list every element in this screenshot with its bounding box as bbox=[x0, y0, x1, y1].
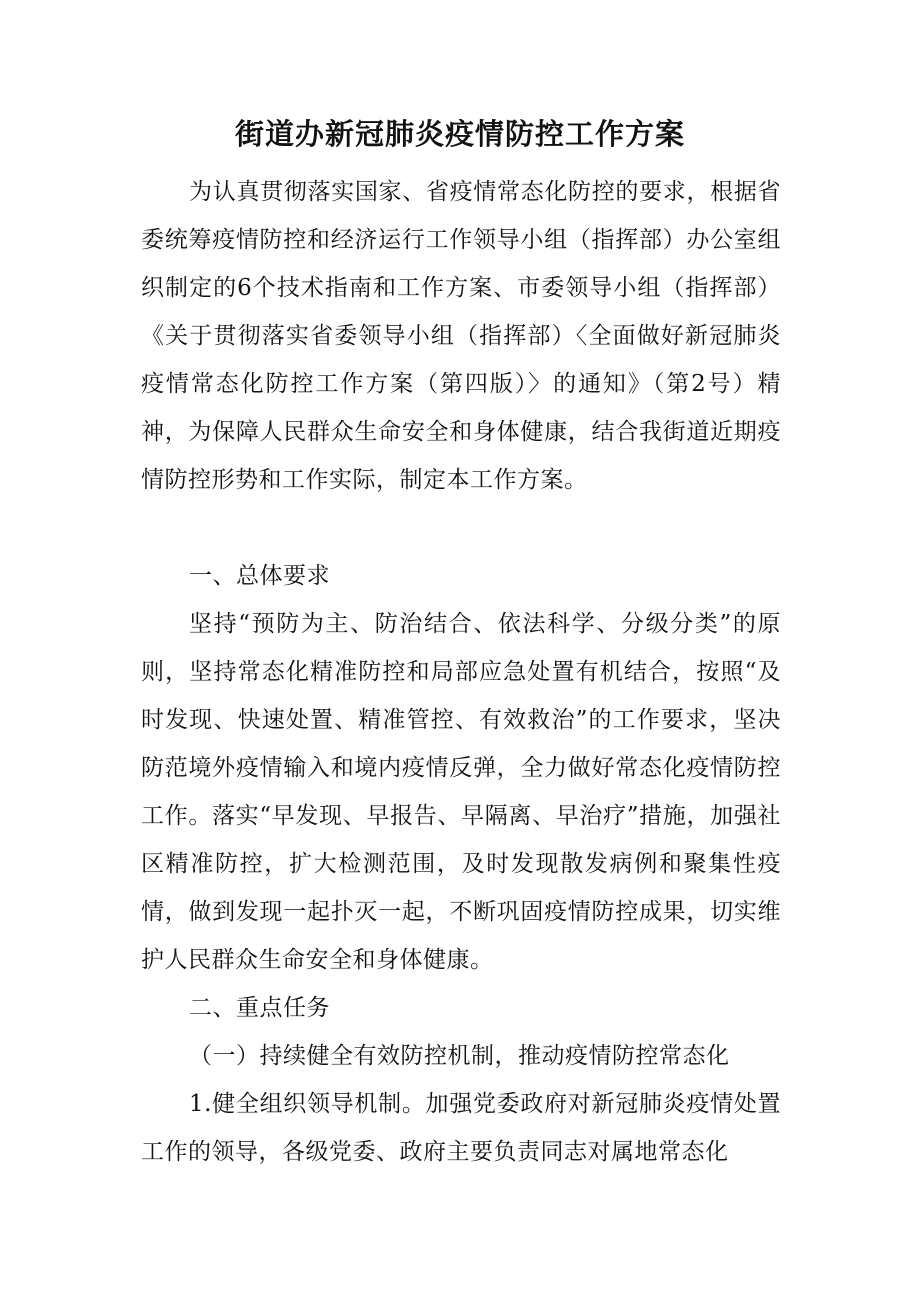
document-body bbox=[141, 168, 781, 1176]
item-1-paragraph: 1.健全组织领导机制。加强党委政府对新冠肺炎疫情处置工作的领导，各级党委、政府主要负责同志对属地常态化 bbox=[141, 1091, 781, 1165]
intro-paragraph: 为认真贯彻落实国家、省疫情常态化防控的要求，根据省委统筹疫情防控和经济运行工作领导小组（指挥部）办公室组织制定的6个技术指南和工作方案、市委领导小组（指挥部）《关于贯彻落实省委领导小组（指挥部）〈全面做好新冠肺炎疫情常态化防控工作方案（第四版）〉的通知》（第2号）精神，为保障人民群众生命安全和身体健康，结合我街道近期疫情防控形势和工作实际，制定本工作方案。 bbox=[141, 179, 781, 493]
section-heading-key-tasks: 二、重点任务 bbox=[189, 995, 330, 1021]
document-title: 街道办新冠肺炎疫情防控工作方案 bbox=[234, 117, 685, 151]
general-requirements-paragraph: 坚持“预防为主、防治结合、依法科学、分级分类”的原则，坚持常态化精准防控和局部应急处置有机结合，按照“及时发现、快速处置、精准管控、有效救治”的工作要求，坚决防范境外疫情输入和境内疫情反弹，全力做好常态化疫情防控工作。落实“早发现、早报告、早隔离、早治疗”措施，加强社区精准防控，扩大检测范围，及时发现散发病例和聚集性疫情，做到发现一起扑灭一起，不断巩固疫情防控成果，切实维护人民群众生命安全和身体健康。 bbox=[141, 611, 781, 973]
section-heading-general-requirements: 一、总体要求 bbox=[189, 563, 330, 589]
subsection-heading-1: （一）持续健全有效防控机制，推动疫情防控常态化 bbox=[189, 1043, 730, 1069]
